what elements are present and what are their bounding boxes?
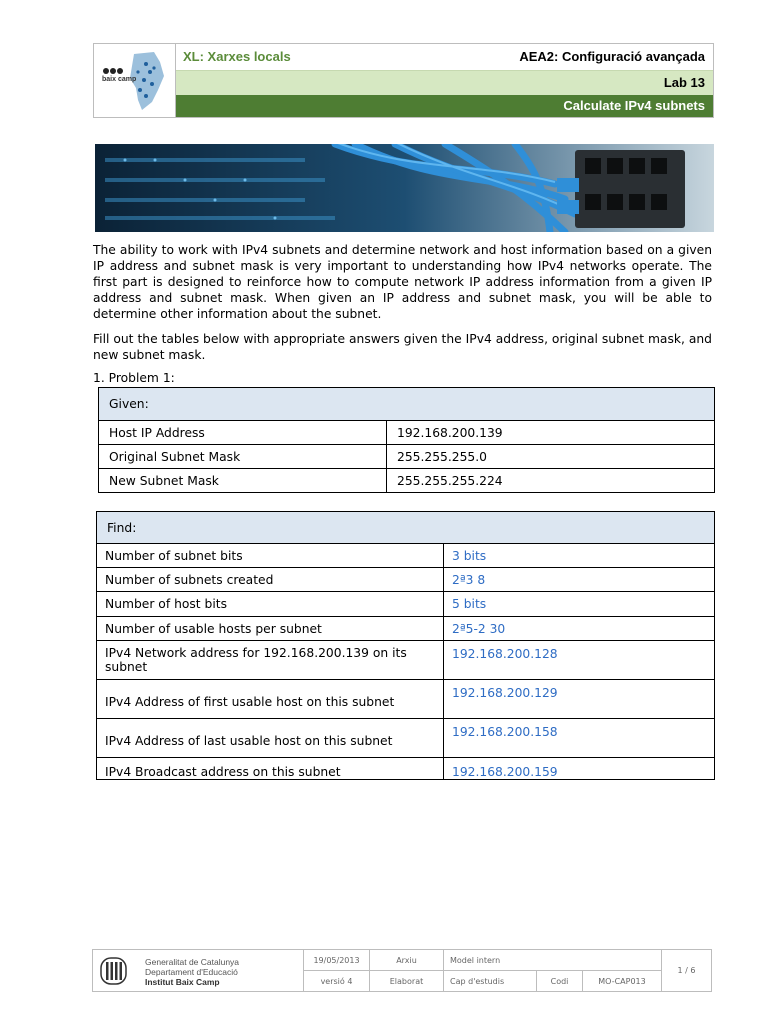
organization-block: [145, 957, 239, 987]
school-logo: [94, 44, 176, 117]
lab-number: Lab 13: [663, 75, 705, 90]
footer-date: 19/05/2013: [303, 950, 369, 970]
table-row: [97, 617, 715, 641]
footer-version: versió 4: [303, 970, 369, 992]
find-header: Find:: [97, 512, 715, 544]
module-name: XL: Xarxes locals: [183, 49, 291, 64]
footer-codi-label: Codi: [536, 970, 582, 992]
find-answer: 3 bits: [444, 544, 715, 568]
find-answer: 192.168.200.159: [444, 758, 715, 780]
table-row: [97, 568, 715, 592]
generalitat-emblem-icon: [100, 957, 127, 985]
given-value: 255.255.255.224: [387, 469, 715, 493]
given-label: Original Subnet Mask: [99, 445, 387, 469]
table-row: [99, 421, 715, 445]
footer-arxiu: Arxiu: [369, 950, 443, 970]
find-label: IPv4 Address of first usable host on this subnet: [97, 680, 444, 719]
given-label: New Subnet Mask: [99, 469, 387, 493]
table-row: [97, 680, 715, 719]
find-table: [96, 511, 715, 780]
footer-model: Model intern: [443, 950, 661, 970]
given-header: Given:: [99, 388, 715, 421]
table-row: [97, 544, 715, 568]
intro-paragraph: The ability to work with IPv4 subnets and determine network and host information based on a given IP address and subnet mask is very important to understanding how IPv4 networks operate. The first part is designed to reinforce how to compute network IP address information from a given IP address and subnet mask. When given an IP address and subnet mask, you will be able to determine other information about the subnet.: [93, 243, 712, 321]
activity-name: AEA2: Configuració avançada: [519, 49, 705, 64]
find-answer: 2ª3 8: [444, 568, 715, 592]
given-value: 255.255.255.0: [387, 445, 715, 469]
given-table: [98, 387, 715, 493]
find-label: Number of subnets created: [97, 568, 444, 592]
document-footer: [92, 949, 712, 992]
table-row: [97, 592, 715, 617]
table-row: [99, 445, 715, 469]
find-answer: 5 bits: [444, 592, 715, 617]
problem-heading: 1. Problem 1:: [93, 371, 175, 385]
header-row-module: [176, 44, 713, 69]
find-answer: 192.168.200.129: [444, 680, 715, 719]
given-label: Host IP Address: [99, 421, 387, 445]
document-header: [93, 43, 714, 118]
org-institute: Institut Baix Camp: [145, 977, 220, 987]
find-label: Number of host bits: [97, 592, 444, 617]
footer-code: MO-CAP013: [582, 970, 661, 992]
org-line: Generalitat de Catalunya: [145, 957, 240, 967]
find-answer: 192.168.200.128: [444, 641, 715, 680]
org-line: Departament d'Educació: [145, 967, 238, 977]
find-label: Number of usable hosts per subnet: [97, 617, 444, 641]
table-row: [97, 719, 715, 758]
given-value: 192.168.200.139: [387, 421, 715, 445]
header-row-lab: [176, 70, 713, 95]
find-label: IPv4 Broadcast address on this subnet: [97, 758, 444, 780]
find-label: Number of subnet bits: [97, 544, 444, 568]
cables-image: [95, 144, 714, 232]
header-row-title: [176, 95, 713, 117]
table-row: [99, 469, 715, 493]
table-row: [97, 641, 715, 680]
find-label: IPv4 Network address for 192.168.200.139 on its subnet: [97, 641, 444, 680]
footer-cap: Cap d'estudis: [443, 970, 536, 992]
lab-title: Calculate IPv4 subnets: [563, 98, 705, 113]
network-cables-banner: [95, 144, 714, 232]
instructions-paragraph: Fill out the tables below with appropriate answers given the IPv4 address, original subnet mask, and new subnet mask.: [93, 332, 712, 362]
footer-elaborat: Elaborat: [369, 970, 443, 992]
table-header-row: [97, 512, 715, 544]
find-answer: 2ª5-2 30: [444, 617, 715, 641]
page-number: 1 / 6: [661, 950, 711, 991]
table-header-row: [99, 388, 715, 421]
find-label: IPv4 Address of last usable host on this subnet: [97, 719, 444, 758]
logo-text: baix camp: [102, 76, 137, 83]
table-row: [97, 758, 715, 780]
find-answer: 192.168.200.158: [444, 719, 715, 758]
